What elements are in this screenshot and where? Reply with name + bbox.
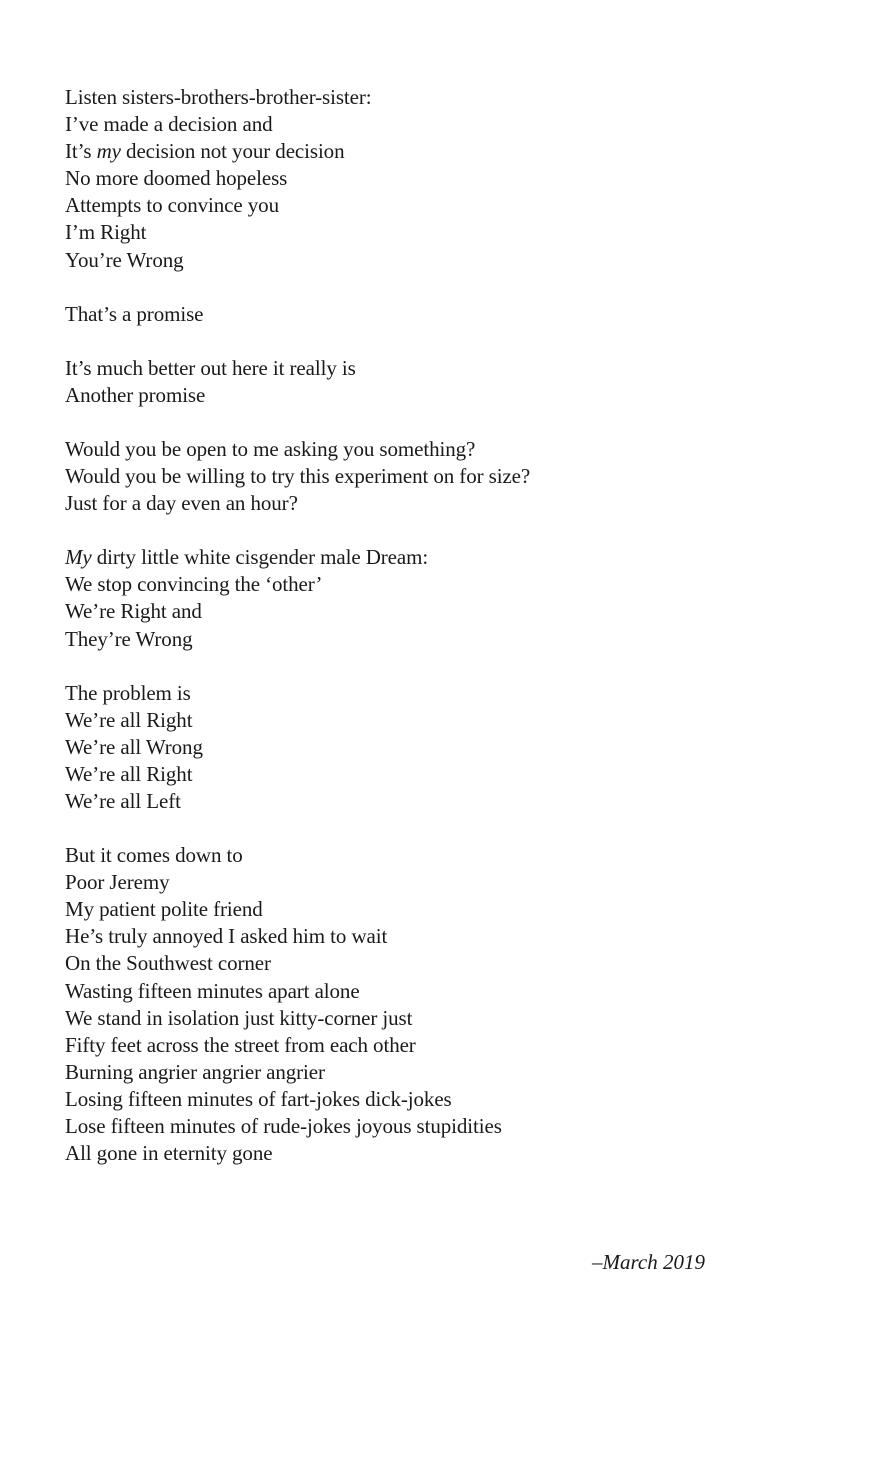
poem-date-signature: –March 2019: [592, 1250, 705, 1274]
poem-line-emphasis: my: [96, 139, 121, 164]
poem-line: It’s much better out here it really is: [65, 355, 356, 380]
poem-line: We’re all Wrong: [65, 734, 203, 759]
poem-line: Would you be open to me asking you something?: [65, 436, 476, 461]
poem-line-emphasis: My: [65, 545, 92, 570]
poem-line: [65, 138, 765, 165]
stanza: [65, 84, 765, 274]
poem-line: Fifty feet across the street from each other: [65, 1032, 416, 1057]
poem-line: He’s truly annoyed I asked him to wait: [65, 924, 388, 949]
poem-line: We’re all Left: [65, 788, 181, 813]
stanza: [65, 355, 765, 409]
poem-line: Poor Jeremy: [65, 870, 170, 895]
poem-line: That’s a promise: [65, 301, 204, 326]
poem-line-text: dirty little white cisgender male Dream:: [91, 545, 429, 570]
poem-line-text: decision not your decision: [120, 139, 345, 164]
poem-line: We stop convincing the ‘other’: [65, 572, 323, 597]
poem-line: We stand in isolation just kitty-corner just: [65, 1005, 413, 1030]
stanza: [65, 301, 765, 328]
poem-line: I’m Right: [65, 220, 147, 245]
poem-line: They’re Wrong: [65, 626, 193, 651]
poem-line: Would you be willing to try this experiment on for size?: [65, 464, 531, 489]
poem-line: I’ve made a decision and: [65, 112, 273, 137]
stanza: [65, 842, 765, 1167]
poem-line: Burning angrier angrier angrier: [65, 1059, 325, 1084]
poem-line: Lose fifteen minutes of rude-jokes joyous stupidities: [65, 1114, 502, 1138]
poem-line: Just for a day even an hour?: [65, 491, 298, 516]
poem-line: You’re Wrong: [65, 247, 184, 272]
poem-line: Wasting fifteen minutes apart alone: [65, 978, 360, 1003]
poem-line: We’re all Right: [65, 707, 193, 732]
poem-body: [65, 84, 765, 1194]
stanza: [65, 680, 765, 815]
poem-line: On the Southwest corner: [65, 951, 271, 976]
poem-line: No more doomed hopeless: [65, 166, 288, 191]
poem-line: We’re all Right: [65, 761, 193, 786]
poem-line: [65, 544, 765, 571]
poem-line: We’re Right and: [65, 599, 202, 624]
poem-line: Attempts to convince you: [65, 193, 279, 218]
poem-line: But it comes down to: [65, 843, 243, 868]
poem-line: My patient polite friend: [65, 897, 263, 922]
poem-line: All gone in eternity gone: [65, 1141, 273, 1166]
poem-line: Losing fifteen minutes of fart-jokes dick-jokes: [65, 1086, 452, 1111]
stanza: [65, 436, 765, 517]
poem-line-text: It’s: [65, 139, 97, 164]
stanza: [65, 544, 765, 652]
poem-line: Listen sisters-brothers-brother-sister:: [65, 85, 372, 109]
poem-line: Another promise: [65, 382, 206, 407]
poem-line: The problem is: [65, 680, 191, 705]
